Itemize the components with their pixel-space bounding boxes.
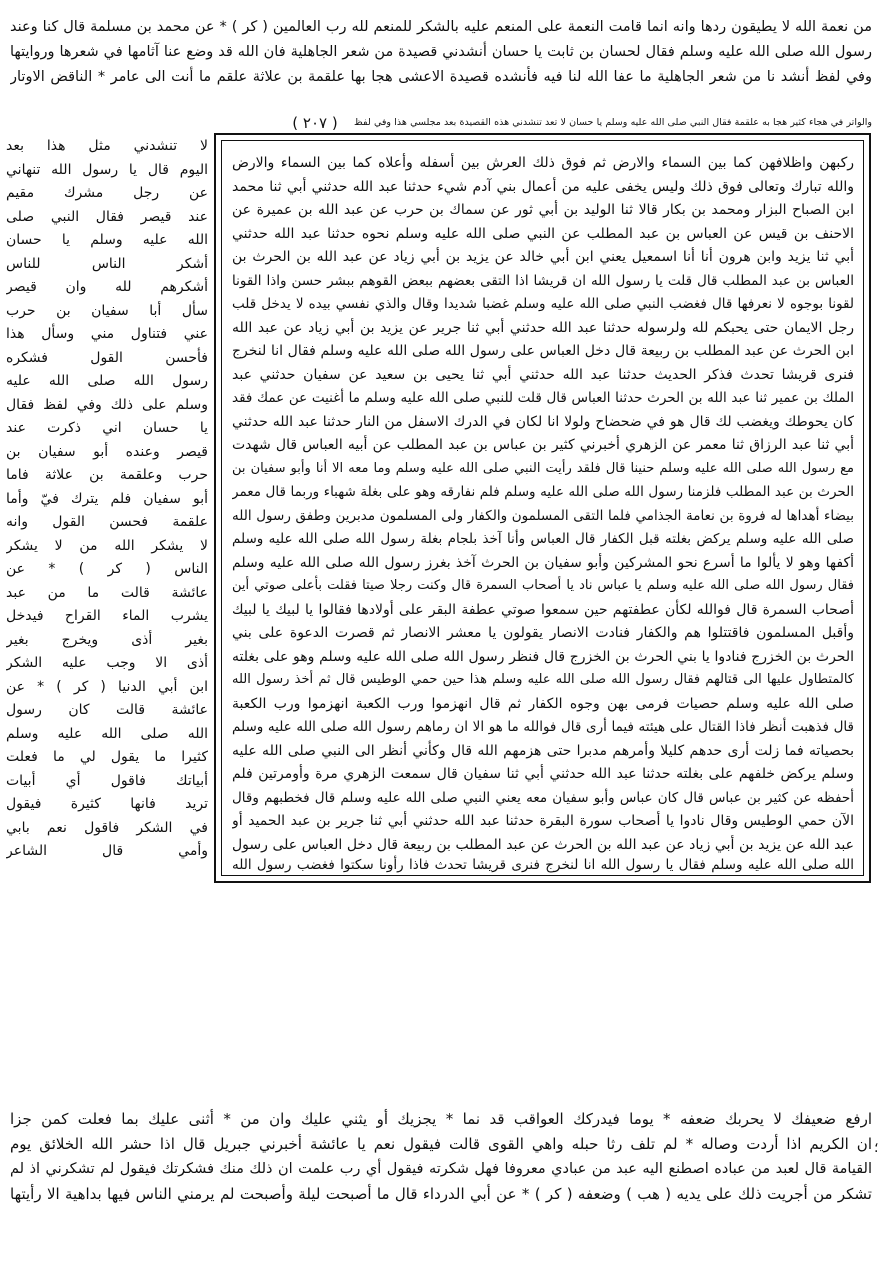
side-line: سأل أبا سفيان بن حرب <box>6 302 208 319</box>
side-line: عند قيصر فقال النبي صلى <box>6 208 208 225</box>
header-line: من نعمة الله لا يطيقون ردها وانه انما قامت النعمة على المنعم عليه بالشكر للمنعم لله رب العالمين ( كر ) * عن محمد بن مسلمة قال كنا وعند <box>10 19 872 35</box>
side-line: أشكر الناس للناس <box>6 255 208 272</box>
main-line: بحصياته فما زلت أرى حدهم كليلا وأمرهم مدبرا حتى هزمهم الله قال وكأني أنظر الى النبي صلى الله عليه <box>232 742 854 759</box>
side-line: لا يشكر الله من لا يشكر <box>6 537 208 554</box>
side-line: أبياتك فاقول أي أبيات <box>6 772 208 789</box>
side-line: الله عليه وسلم يا حسان <box>6 232 208 248</box>
side-line: عائشة قالت ما من عبد <box>6 584 208 601</box>
main-line: الآن حمي الوطيس وقال نادوا يا أصحاب سورة البقرة حدثنا عبد الله حدثني أبي ثنا جرير بن عبد الحميد أو <box>232 813 854 829</box>
side-line: أشكرهم لله وان قيصر <box>6 279 208 295</box>
main-line: ابن الصباح البزار ومحمد بن بكار قالا ثنا الوليد بن أبي ثور عن سماك بن حرب عن عبد الله بن عميرة عن <box>232 202 854 218</box>
side-line: أبو سفيان فلم يترك فيّ وأما <box>6 490 208 507</box>
main-line: قال فذهبت أنظر فاذا القتال على هيئته فيما أرى قال فوالله ما هو الا ان رماهم رسول الله صلى الله عليه وسلم <box>232 719 854 735</box>
main-line: بيضاء أهداها له فروة بن نعامة الجذامي فلما التقى المسلمون والكفار ولى المسلمون مدبرين وطفق رسول الله <box>232 507 854 524</box>
side-line: كثيرا ما يقول لي ما فعلت <box>6 749 208 765</box>
main-line: أبي ثنا عبد الرزاق ثنا معمر عن الزهري أخبرني كثير بن عباس بن عبد المطلب عن أبيه العباس قال شهدت <box>232 437 854 453</box>
main-line: فقال رسول الله صلى الله عليه وسلم يا عباس ناد يا أصحاب السمرة قال وكنت رجلا صيتا فقلت بأعلى صوتي أين <box>232 578 854 593</box>
main-line: الاحنف بن قيس عن العباس بن عبد المطلب عن النبي صلى الله عليه وسلم نحوه حدثنا عبد الله حدثني <box>232 225 854 242</box>
side-line: رسول الله صلى الله عليه <box>6 373 208 389</box>
main-line: والله تبارك وتعالى فوق ذلك وليس يخفى عليه من أعمال بني آدم شيء حدثنا عبد الله حدثني أبي ثنا محمد <box>232 178 854 195</box>
side-line: في الشكر فاقول نعم بابي <box>6 819 208 836</box>
side-line: يشرب الماء القراح فيدخل <box>6 608 208 624</box>
header-line: وفي لفظ أنشد نا من شعر الجاهلية ما عفا الله لنا فيه فأنشده قصيدة الاعشى هجا بها علقمة بن علاثة علقم ما أنت الى عامر * الناقض الاوتار <box>10 69 872 85</box>
side-line: حرب وعلقمة بن علاثة فاما <box>6 467 208 483</box>
main-line: رجل الايمان حتى يحبكم لله ولرسوله حدثنا عبد الله حدثني أبي ثنا جرير عن يزيد بن أبي زياد عن عبد الله <box>232 319 854 336</box>
main-line: ركبهن واظلافهن كما بين السماء والارض ثم فوق ذلك العرش بين أسفله وأعلاه كما بين السماء والارض <box>232 155 854 171</box>
side-line: الله صلى الله عليه وسلم <box>6 725 208 742</box>
side-line: تريد فانها كثيرة فيقول <box>6 796 208 812</box>
main-line: صلى الله عليه وسلم حصيات فرمى بهن وجوه الكفار ثم قال انهزموا ورب الكعبة انهزموا ورب الكعبة <box>232 695 854 712</box>
main-line: صلى الله عليه وسلم يركض بغلته قبل الكفار قال العباس وأنا آخذ بلجام بغلة رسول الله صلى الله عليه وسلم <box>232 531 854 547</box>
side-line: أذى الا وجب عليه الشكر <box>6 655 208 671</box>
page-number: ( ٢٠٧ ) <box>292 114 338 132</box>
main-line: الحرث بن عبد المطلب فلزمنا رسول الله صلى الله عليه وسلم فلم نفارقه وهو على بغلة شهباء وربما قال معمر <box>232 484 854 500</box>
header-line: رسول الله صلى الله عليه وسلم فقال لحسان بن ثابت يا حسان أنشدني قصيدة من شعر الجاهلية فان الله قد وضع عنا آثامها في شعرها وروايتها <box>10 44 872 60</box>
main-line: أكفها وهو لا يألوا ما أسرع نحو المشركين وأبو سفيان بن الحرث آخذ بغرز رسول الله صلى الله عليه وسلم <box>232 554 854 571</box>
footer-line: تشكر من أجريت ذلك على يديه ( هب ) وضعفه ( كر ) * عن أبي الدرداء قال ما أصبحت ليلة وأصبحت لم يرمني الناس فيها بداهية الا رأيتها <box>10 1185 872 1203</box>
side-line: قيصر وعنده أبو سفيان بن <box>6 443 208 460</box>
side-line: عني فتناول مني وسأل هذا <box>6 326 208 342</box>
main-line: العباس بن عبد المطلب قال قلت يا رسول الله ان قريشا اذا التقى بعضهم ببعض القوهم ببشر حسن واذا القونا <box>232 272 854 289</box>
side-line: يا حسان اني ذكرت عند <box>6 420 208 436</box>
edge-mark: ؛ <box>874 1140 879 1156</box>
main-line: أحفظه عن كثير بن عباس قال كان عباس وأبو سفيان معه يعني النبي صلى الله عليه وسلم قال فخطبهم وقال <box>232 789 854 806</box>
footer-line: ارفع ضعيفك لا يحربك ضعفه * يوما فيدركك العواقب قد نما * يجزيك أو يثني عليك وان من * أثنى عليك بما فعلت كمن جزا <box>10 1110 872 1128</box>
main-line: وسلم يركض خلفهم على بغلته حدثنا عبد الله حدثني أبي ثنا سفيان قال سمعت الزهري مرة وأومرتين فلم <box>232 766 854 782</box>
side-line: الناس ( كر ) * عن <box>6 561 208 577</box>
main-line: فنرى قريشا تحدث فذكر الحديث حدثنا عبد الله حدثني أبي ثنا يحيى بن سعيد عن سفيان حدثني عبد <box>232 366 854 383</box>
footer-line: القيامة قال لعبد من عباده اصطنع اليه عبد من عبادي معروفا فهل شكرته فيقول أي رب علمت ان ذلك منك فشكرتك فيقول لم تشكرني اذ لم <box>10 1161 872 1177</box>
side-line: وسلم على ذلك وفي لفظ فقال <box>6 396 208 413</box>
main-line: كان يحوطك ويغضب لك قال هو في ضحضاح ولولا انا لكان في الدرك الاسفل من النار حدثنا عبد الله حدثني <box>232 413 854 430</box>
main-line: مع رسول الله صلى الله عليه وسلم حنينا قال فلقد رأيت النبي صلى الله عليه وسلم وما معه الا أنا وأبو سفيان بن <box>232 460 854 476</box>
side-line: عائشة قالت كان رسول <box>6 702 208 718</box>
main-line: عبد الله عن يزيد بن أبي زياد عن عبد الله بن الحرث عن عبد المطلب بن ربيعة قال دخل العباس على رسول <box>232 836 854 853</box>
main-line: الله صلى الله عليه وسلم فقال يا رسول الله انا لنخرج فنرى قريشا تحدث فاذا رأونا سكتوا فغضب رسول الله <box>232 857 854 873</box>
side-line: بغير أذى ويخرج بغير <box>6 631 208 648</box>
side-line: اليوم قال يا رسول الله تنهاني <box>6 161 208 178</box>
main-line: أبي ثنا يزيد وابن هرون أنا أنا اسمعيل يعني ابن أبي خالد عن يزيد بن أبي زياد عن عبد الله بن الحرث بن <box>232 249 854 265</box>
main-line: لقونا بوجوه لا نعرفها قال فغضب النبي صلى الله عليه وسلم غضبا شديدا وقال والذي نفسي بيده لا يدخل قلب <box>232 296 854 312</box>
side-line: وأمي قال الشاعر <box>6 843 208 859</box>
header-line: والواتر في هجاء كثير هجا به علقمة فقال النبي صلى الله عليه وسلم يا حسان لا تعد تنشدني هذه القصيدة بعد مجلسي هذا وفي لفظ <box>354 117 872 128</box>
side-line: علقمة فحسن القول وانه <box>6 514 208 530</box>
side-line: عن رجل مشرك مقيم <box>6 185 208 201</box>
main-line: الملك بن عمير ثنا عبد الله بن الحرث حدثنا العباس قال قلت للنبي صلى الله عليه وسلم ما أغنيت عن عمك فقد <box>232 390 854 406</box>
side-line: لا تنشدني مثل هذا بعد <box>6 138 208 154</box>
main-line: ابن الحرث عن عبد المطلب بن ربيعة قال دخل العباس على رسول الله صلى الله عليه وسلم فقال انا لنخرج <box>232 343 854 359</box>
side-line: فأحسن القول فشكره <box>6 349 208 366</box>
footer-line: ان الكريم اذا أردت وصاله * لم تلف رثا حبله واهي القوى قالت فيقول نعم يا عائشة أخبرني جبريل قال اذا حشر الله الخلائق يوم <box>10 1135 872 1153</box>
main-line: وأقبل المسلمون فاقتتلوا هم والكفار فنادت الانصار يقولون يا معشر الانصار ثم قصرت الدعوة على بني <box>232 625 854 641</box>
main-line: كالمتطاول عليها الى قتالهم فقال رسول الله صلى الله عليه وسلم هذا حين حمي الوطيس قال ثم أخذ رسول الله <box>232 672 854 687</box>
main-line: الحرث بن الخزرج فنادوا يا بني الحرث بن الخزرج قال فنظر رسول الله صلى الله عليه وسلم وهو على بغلته <box>232 648 854 665</box>
side-line: ابن أبي الدنيا ( كر ) * عن <box>6 678 208 695</box>
main-line: أصحاب السمرة قال فوالله لكأن عطفتهم حين سمعوا صوتي عطفة البقر على أولادها فقالوا يا لبيك يا لبيك <box>232 601 854 618</box>
